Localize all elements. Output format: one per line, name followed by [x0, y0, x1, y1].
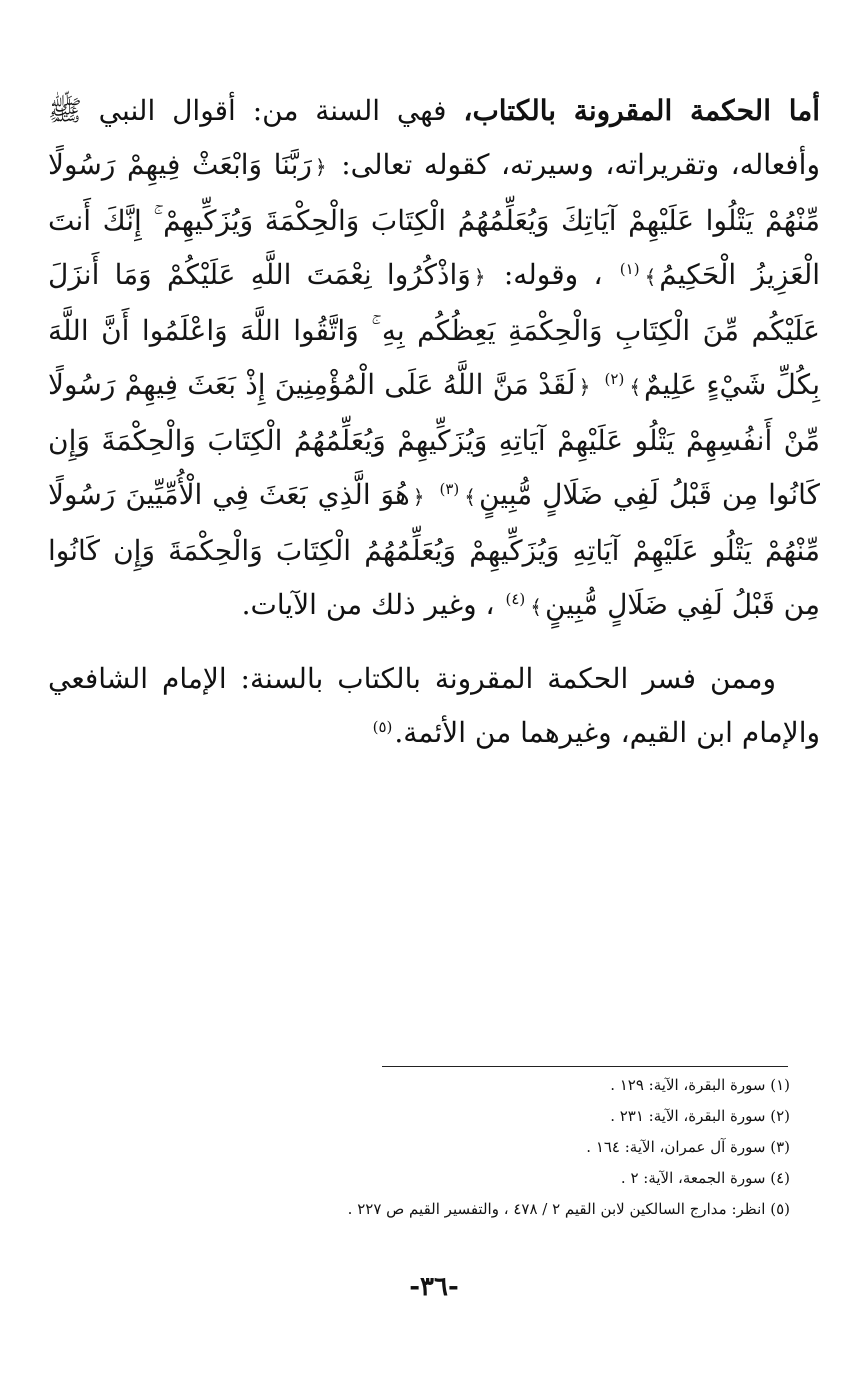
- quran-verse-3: لَقَدْ مَنَّ اللَّهُ عَلَى الْمُؤْمِنِينَ إِذْ بَعَثَ فِيهِمْ رَسُولًا مِّنْ أَنفُسِهِمْ يَتْلُو عَلَيْهِمْ آيَاتِهِ وَيُزَكِّيهِمْ وَيُعَلِّمُهُمُ الْكِتَابَ وَالْحِكْمَةَ وَإِن كَانُوا مِن قَبْلُ لَفِي ضَلَالٍ مُّبِينٍ: [48, 368, 820, 511]
- main-text: [48, 84, 820, 760]
- footnote-1: (١) سورة البقرة، الآية: ١٢٩ .: [610, 1076, 790, 1094]
- paragraph-1-intro: فهي السنة من: أقوال النبي ﷺ وأفعاله، وتقريراته، وسيرته، كقوله تعالى:: [48, 94, 820, 181]
- verse-open-bracket: ﴿: [473, 265, 486, 289]
- footnotes-list: [200, 1070, 790, 1225]
- quran-verse-1: رَبَّنَا وَابْعَثْ فِيهِمْ رَسُولًا مِّنْهُمْ يَتْلُوا عَلَيْهِمْ آيَاتِكَ وَيُعَلِّمُهُمُ الْكِتَابَ وَالْحِكْمَةَ وَيُزَكِّيهِمْ ۚ إِنَّكَ أَنتَ الْعَزِيزُ الْحَكِيمُ: [48, 148, 821, 291]
- footnote-divider: [382, 1066, 788, 1067]
- verse-close-bracket: ﴾: [464, 485, 476, 509]
- verse-open-bracket: ﴿: [412, 485, 425, 509]
- quran-verse-2: وَاذْكُرُوا نِعْمَتَ اللَّهِ عَلَيْكُمْ وَمَا أَنزَلَ عَلَيْكُم مِّنَ الْكِتَابِ وَالْحِكْمَةِ يَعِظُكُم بِهِ ۚ وَاتَّقُوا اللَّهَ وَاعْلَمُوا أَنَّ اللَّهَ بِكُلِّ شَيْءٍ عَلِيمٌ: [48, 258, 821, 401]
- paragraph-1-closing: ، وغير ذلك من الآيات.: [241, 588, 495, 621]
- verse-open-bracket: ﴿: [578, 375, 591, 399]
- footnote-2: (٢) سورة البقرة، الآية: ٢٣١ .: [610, 1107, 790, 1125]
- footnote-3: (٣) سورة آل عمران، الآية: ١٦٤ .: [586, 1138, 790, 1156]
- page-number: -٣٦-: [409, 1272, 459, 1302]
- footnote-marker-2[interactable]: (٢): [604, 369, 625, 388]
- verse-close-bracket: ﴾: [644, 265, 657, 289]
- paragraph-2-text: وممن فسر الحكمة المقرونة بالكتاب بالسنة: الإمام الشافعي والإمام ابن القيم، وغيرهما من الأئمة.: [48, 662, 820, 749]
- paragraph-1-connector: ، وقوله:: [503, 258, 603, 291]
- paragraph-1: [48, 84, 820, 634]
- verse-close-bracket: ﴾: [629, 375, 642, 399]
- verse-open-bracket: ﴿: [314, 155, 327, 179]
- quran-verse-4: هُوَ الَّذِي بَعَثَ فِي الْأُمِّيِّينَ رَسُولًا مِّنْهُمْ يَتْلُو عَلَيْهِمْ آيَاتِهِ وَيُزَكِّيهِمْ وَيُعَلِّمُهُمُ الْكِتَابَ وَالْحِكْمَةَ وَإِن كَانُوا مِن قَبْلُ لَفِي ضَلَالٍ مُّبِينٍ: [48, 478, 820, 621]
- footnote-4: (٤) سورة الجمعة، الآية: ٢ .: [620, 1169, 790, 1187]
- footnote-5: (٥) انظر: مدارج السالكين لابن القيم ٢ / ٤٧٨ ، والتفسير القيم ص ٢٢٧ .: [347, 1200, 790, 1218]
- paragraph-2: [48, 652, 820, 760]
- verse-close-bracket: ﴾: [530, 595, 542, 619]
- paragraph-1-lead: أما الحكمة المقرونة بالكتاب،: [463, 94, 821, 127]
- footnote-marker-5[interactable]: (٥): [372, 717, 393, 736]
- footnote-marker-1[interactable]: (١): [619, 259, 640, 278]
- footnote-marker-4[interactable]: (٤): [505, 589, 526, 608]
- footnote-marker-3[interactable]: (٣): [439, 479, 460, 498]
